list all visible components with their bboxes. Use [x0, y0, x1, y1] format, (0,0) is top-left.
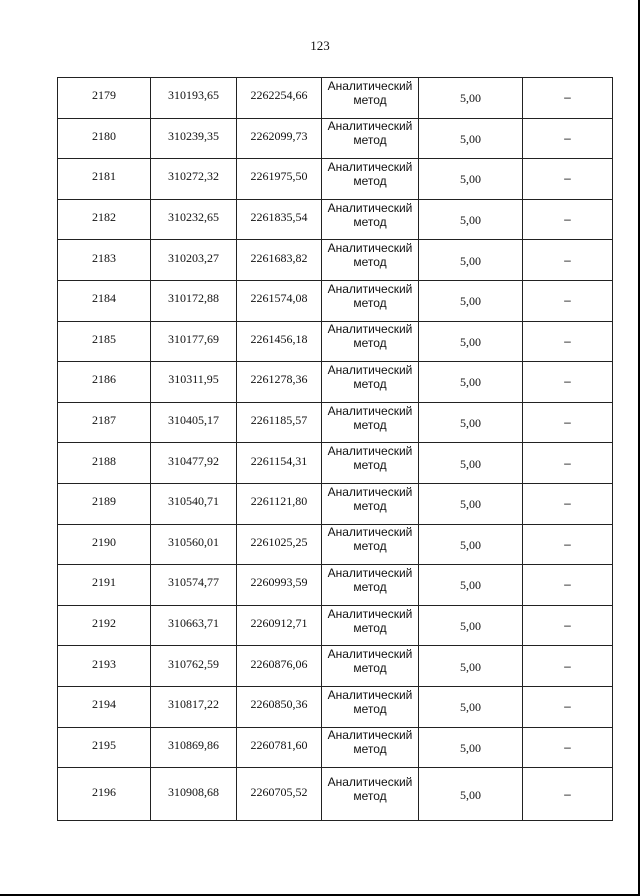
accuracy: 5,00	[460, 619, 481, 634]
point-number: 2180	[92, 128, 116, 143]
x-coordinate: 310311,95	[168, 372, 219, 387]
method: Аналитический метод	[327, 484, 413, 513]
note: –	[564, 212, 571, 227]
note: –	[564, 374, 571, 389]
point-number-cell	[58, 159, 151, 200]
method-cell	[322, 483, 419, 524]
point-number: 2187	[92, 413, 116, 428]
x-coordinate: 310762,59	[168, 656, 219, 671]
note: –	[564, 171, 571, 186]
x-coordinate: 310663,71	[168, 616, 219, 631]
note-cell	[523, 402, 613, 443]
accuracy: 5,00	[460, 172, 481, 187]
y-coordinate: 2261683,82	[250, 250, 308, 265]
method-cell	[322, 362, 419, 403]
method: Аналитический метод	[327, 119, 413, 148]
accuracy-cell	[419, 78, 523, 119]
table-row	[58, 524, 613, 565]
accuracy-cell	[419, 321, 523, 362]
y-coordinate: 2262099,73	[250, 128, 308, 143]
point-number: 2182	[92, 210, 116, 225]
note: –	[564, 252, 571, 267]
x-coordinate-cell	[151, 199, 237, 240]
accuracy-cell	[419, 199, 523, 240]
y-coordinate-cell	[237, 565, 322, 606]
accuracy-cell	[419, 605, 523, 646]
accuracy-cell	[419, 646, 523, 687]
method: Аналитический метод	[327, 444, 413, 473]
x-coordinate: 310203,27	[168, 250, 219, 265]
y-coordinate-cell	[237, 402, 322, 443]
method: Аналитический метод	[327, 159, 413, 188]
point-number: 2189	[92, 494, 116, 509]
y-coordinate-cell	[237, 646, 322, 687]
method-cell	[322, 565, 419, 606]
accuracy: 5,00	[460, 497, 481, 512]
point-number-cell	[58, 199, 151, 240]
table-row	[58, 362, 613, 403]
y-coordinate: 2261975,50	[250, 169, 308, 184]
accuracy-cell	[419, 362, 523, 403]
y-coordinate: 2260876,06	[250, 656, 308, 671]
method: Аналитический метод	[327, 403, 413, 432]
note: –	[564, 699, 571, 714]
y-coordinate-cell	[237, 483, 322, 524]
accuracy-cell	[419, 483, 523, 524]
method: Аналитический метод	[327, 687, 413, 716]
note-cell	[523, 646, 613, 687]
y-coordinate: 2262254,66	[250, 88, 308, 103]
method: Аналитический метод	[327, 565, 413, 594]
method-cell	[322, 686, 419, 727]
accuracy: 5,00	[460, 537, 481, 552]
x-coordinate-cell	[151, 524, 237, 565]
y-coordinate: 2261121,80	[250, 494, 308, 509]
y-coordinate-cell	[237, 524, 322, 565]
table-row	[58, 565, 613, 606]
accuracy: 5,00	[460, 659, 481, 674]
x-coordinate-cell	[151, 159, 237, 200]
accuracy: 5,00	[460, 375, 481, 390]
table-row	[58, 159, 613, 200]
point-number: 2185	[92, 331, 116, 346]
table-row	[58, 768, 613, 821]
point-number: 2190	[92, 534, 116, 549]
accuracy-cell	[419, 280, 523, 321]
x-coordinate-cell	[151, 768, 237, 821]
point-number-cell	[58, 483, 151, 524]
note-cell	[523, 321, 613, 362]
note-cell	[523, 159, 613, 200]
point-number: 2188	[92, 453, 116, 468]
note-cell	[523, 78, 613, 119]
y-coordinate-cell	[237, 159, 322, 200]
y-coordinate-cell	[237, 78, 322, 119]
point-number-cell	[58, 646, 151, 687]
table-row	[58, 118, 613, 159]
method-cell	[322, 646, 419, 687]
point-number: 2183	[92, 250, 116, 265]
point-number-cell	[58, 768, 151, 821]
y-coordinate-cell	[237, 362, 322, 403]
table-row	[58, 443, 613, 484]
point-number-cell	[58, 362, 151, 403]
point-number-cell	[58, 443, 151, 484]
note: –	[564, 293, 571, 308]
point-number-cell	[58, 240, 151, 281]
x-coordinate-cell	[151, 321, 237, 362]
note-cell	[523, 483, 613, 524]
point-number: 2184	[92, 291, 116, 306]
method: Аналитический метод	[327, 728, 413, 757]
method: Аналитический метод	[327, 647, 413, 676]
y-coordinate: 2261835,54	[250, 210, 308, 225]
point-number-cell	[58, 727, 151, 768]
y-coordinate: 2260912,71	[250, 616, 308, 631]
y-coordinate-cell	[237, 118, 322, 159]
table-row	[58, 402, 613, 443]
method-cell	[322, 768, 419, 821]
x-coordinate-cell	[151, 240, 237, 281]
accuracy-cell	[419, 768, 523, 821]
method-cell	[322, 199, 419, 240]
x-coordinate: 310193,65	[168, 88, 219, 103]
coordinates-table	[57, 77, 613, 821]
x-coordinate-cell	[151, 443, 237, 484]
point-number: 2193	[92, 656, 116, 671]
note-cell	[523, 199, 613, 240]
x-coordinate-cell	[151, 402, 237, 443]
point-number-cell	[58, 78, 151, 119]
table-row	[58, 199, 613, 240]
note-cell	[523, 605, 613, 646]
note-cell	[523, 443, 613, 484]
x-coordinate-cell	[151, 727, 237, 768]
accuracy: 5,00	[460, 294, 481, 309]
method-cell	[322, 605, 419, 646]
method-cell	[322, 524, 419, 565]
method: Аналитический метод	[327, 322, 413, 351]
point-number: 2181	[92, 169, 116, 184]
table-row	[58, 727, 613, 768]
x-coordinate-cell	[151, 280, 237, 321]
x-coordinate-cell	[151, 118, 237, 159]
accuracy: 5,00	[460, 416, 481, 431]
note: –	[564, 90, 571, 105]
accuracy-cell	[419, 240, 523, 281]
x-coordinate: 310172,88	[168, 291, 219, 306]
y-coordinate: 2261456,18	[250, 331, 308, 346]
x-coordinate-cell	[151, 565, 237, 606]
accuracy: 5,00	[460, 578, 481, 593]
accuracy-cell	[419, 727, 523, 768]
method: Аналитический метод	[327, 525, 413, 554]
page-number: 123	[310, 38, 330, 53]
note: –	[564, 130, 571, 145]
coordinates-table-body	[58, 78, 613, 821]
x-coordinate: 310232,65	[168, 210, 219, 225]
point-number-cell	[58, 118, 151, 159]
point-number-cell	[58, 524, 151, 565]
point-number: 2179	[92, 88, 116, 103]
method-cell	[322, 321, 419, 362]
accuracy: 5,00	[460, 253, 481, 268]
table-row	[58, 280, 613, 321]
point-number: 2195	[92, 737, 116, 752]
y-coordinate: 2261185,57	[250, 413, 308, 428]
note: –	[564, 415, 571, 430]
note-cell	[523, 524, 613, 565]
x-coordinate: 310817,22	[168, 697, 219, 712]
x-coordinate-cell	[151, 686, 237, 727]
note-cell	[523, 686, 613, 727]
y-coordinate: 2261154,31	[250, 453, 308, 468]
note-cell	[523, 240, 613, 281]
y-coordinate: 2260850,36	[250, 697, 308, 712]
note-cell	[523, 118, 613, 159]
point-number: 2191	[92, 575, 116, 590]
accuracy-cell	[419, 159, 523, 200]
method-cell	[322, 118, 419, 159]
accuracy: 5,00	[460, 787, 481, 802]
point-number-cell	[58, 402, 151, 443]
y-coordinate-cell	[237, 768, 322, 821]
x-coordinate: 310272,32	[168, 169, 219, 184]
note-cell	[523, 280, 613, 321]
y-coordinate-cell	[237, 321, 322, 362]
x-coordinate: 310869,86	[168, 737, 219, 752]
note: –	[564, 496, 571, 511]
method: Аналитический метод	[327, 606, 413, 635]
x-coordinate-cell	[151, 362, 237, 403]
accuracy-cell	[419, 686, 523, 727]
note-cell	[523, 768, 613, 821]
x-coordinate: 310560,01	[168, 534, 219, 549]
x-coordinate: 310908,68	[168, 784, 219, 799]
y-coordinate-cell	[237, 727, 322, 768]
method-cell	[322, 443, 419, 484]
point-number-cell	[58, 321, 151, 362]
method: Аналитический метод	[327, 200, 413, 229]
table-row	[58, 78, 613, 119]
accuracy: 5,00	[460, 91, 481, 106]
method-cell	[322, 159, 419, 200]
x-coordinate-cell	[151, 483, 237, 524]
accuracy: 5,00	[460, 131, 481, 146]
x-coordinate-cell	[151, 78, 237, 119]
table-row	[58, 240, 613, 281]
x-coordinate: 310405,17	[168, 413, 219, 428]
table-row	[58, 646, 613, 687]
x-coordinate: 310239,35	[168, 128, 219, 143]
accuracy-cell	[419, 118, 523, 159]
table-row	[58, 321, 613, 362]
y-coordinate: 2260993,59	[250, 575, 308, 590]
y-coordinate: 2261278,36	[250, 372, 308, 387]
note: –	[564, 333, 571, 348]
accuracy: 5,00	[460, 700, 481, 715]
note-cell	[523, 565, 613, 606]
note: –	[564, 786, 571, 801]
point-number-cell	[58, 280, 151, 321]
y-coordinate-cell	[237, 199, 322, 240]
y-coordinate-cell	[237, 443, 322, 484]
accuracy: 5,00	[460, 334, 481, 349]
y-coordinate-cell	[237, 605, 322, 646]
table-row	[58, 605, 613, 646]
x-coordinate: 310177,69	[168, 331, 219, 346]
note-cell	[523, 727, 613, 768]
accuracy: 5,00	[460, 740, 481, 755]
y-coordinate-cell	[237, 686, 322, 727]
y-coordinate-cell	[237, 280, 322, 321]
note: –	[564, 536, 571, 551]
method: Аналитический метод	[327, 281, 413, 310]
accuracy-cell	[419, 402, 523, 443]
accuracy-cell	[419, 443, 523, 484]
method: Аналитический метод	[327, 362, 413, 391]
point-number: 2196	[92, 784, 116, 799]
method-cell	[322, 240, 419, 281]
point-number: 2192	[92, 616, 116, 631]
y-coordinate: 2261025,25	[250, 534, 308, 549]
x-coordinate: 310574,77	[168, 575, 219, 590]
y-coordinate-cell	[237, 240, 322, 281]
x-coordinate-cell	[151, 605, 237, 646]
method-cell	[322, 727, 419, 768]
note: –	[564, 577, 571, 592]
y-coordinate: 2261574,08	[250, 291, 308, 306]
method: Аналитический метод	[327, 775, 413, 804]
method: Аналитический метод	[327, 241, 413, 270]
accuracy: 5,00	[460, 213, 481, 228]
note: –	[564, 739, 571, 754]
point-number-cell	[58, 686, 151, 727]
method-cell	[322, 280, 419, 321]
y-coordinate: 2260705,52	[250, 784, 308, 799]
method-cell	[322, 402, 419, 443]
point-number: 2194	[92, 697, 116, 712]
note-cell	[523, 362, 613, 403]
point-number-cell	[58, 605, 151, 646]
accuracy-cell	[419, 565, 523, 606]
table-row	[58, 686, 613, 727]
accuracy: 5,00	[460, 456, 481, 471]
note: –	[564, 455, 571, 470]
x-coordinate: 310477,92	[168, 453, 219, 468]
x-coordinate: 310540,71	[168, 494, 219, 509]
method: Аналитический метод	[327, 78, 413, 107]
x-coordinate-cell	[151, 646, 237, 687]
y-coordinate: 2260781,60	[250, 737, 308, 752]
table-row	[58, 483, 613, 524]
method-cell	[322, 78, 419, 119]
accuracy-cell	[419, 524, 523, 565]
note: –	[564, 658, 571, 673]
point-number-cell	[58, 565, 151, 606]
note: –	[564, 618, 571, 633]
point-number: 2186	[92, 372, 116, 387]
